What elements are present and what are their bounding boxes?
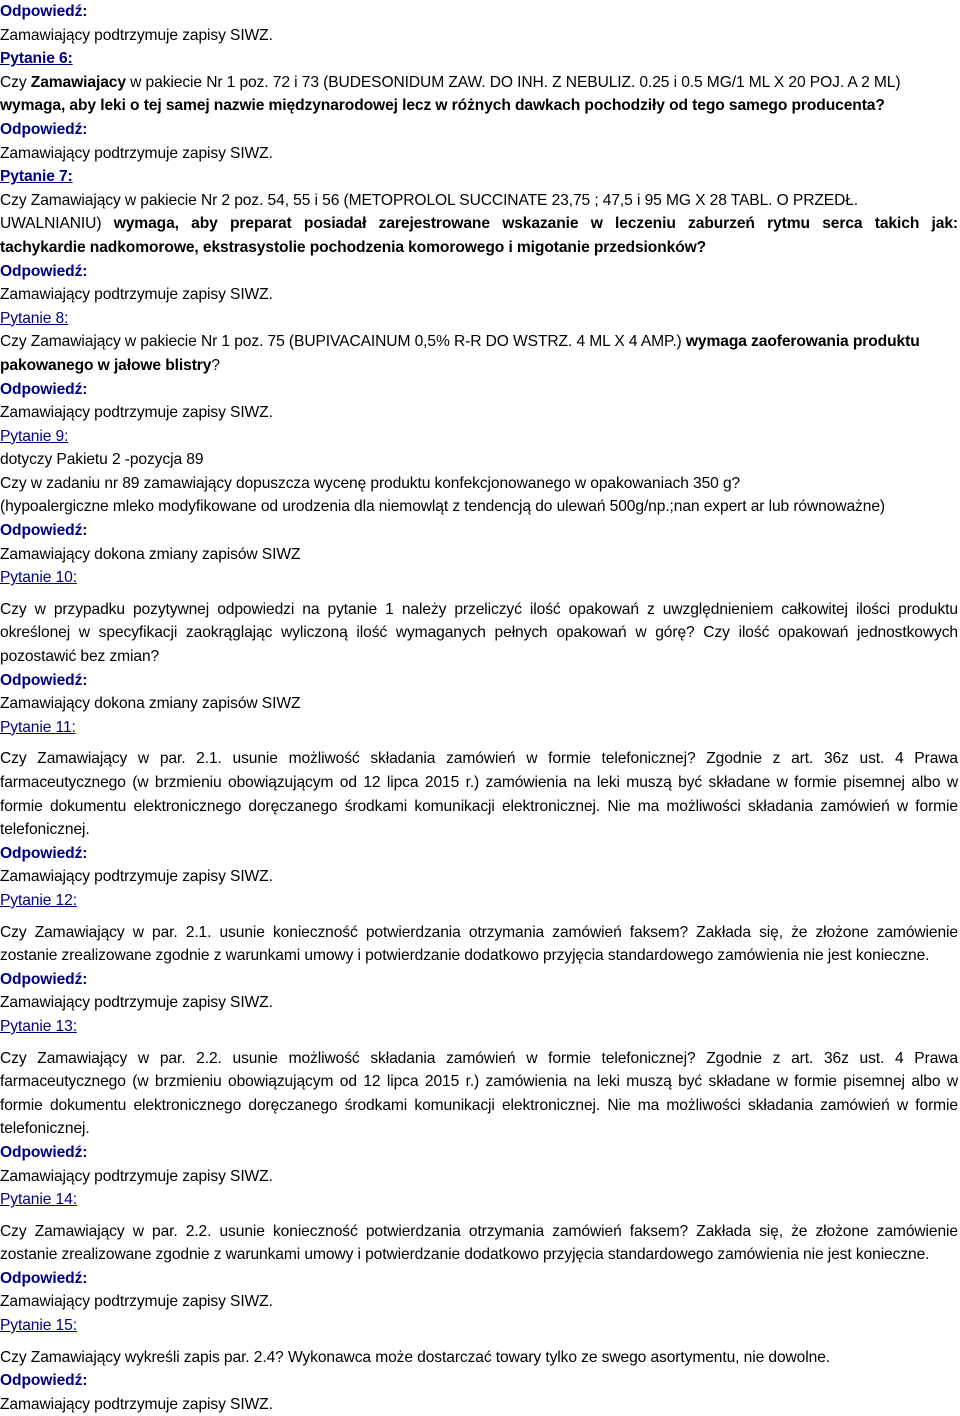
- answer-label: Odpowiedź:: [0, 3, 88, 20]
- answer-label: Odpowiedź:: [0, 522, 88, 540]
- answer-text: Zamawiający dokona zmiany zapisów SIWZ: [0, 695, 301, 713]
- answer-label: Odpowiedź:: [0, 970, 88, 988]
- question-title: Pytanie 7:: [0, 168, 73, 186]
- question-text: Czy w przypadku pozytywnej odpowiedzi na pytanie 1 należy przeliczyć ilość opakowań z uwzględnieniem całkowitej ilości produktu określonej w specyfikacji zaokrąglając wyliczoną ilość wymaganych pełnych opakowań w górę? Czy ilość opakowań jednostkowych pozostawić bez zmian?: [0, 600, 958, 666]
- question-title: Pytanie 11:: [0, 718, 76, 736]
- question-title: Pytanie 15:: [0, 1317, 77, 1335]
- question-text: dotyczy Pakietu 2 -pozycja 89: [0, 451, 204, 469]
- question-title: Pytanie 8:: [0, 309, 69, 327]
- answer-text: Zamawiający podtrzymuje zapisy SIWZ.: [0, 404, 273, 422]
- answer-text: Zamawiający podtrzymuje zapisy SIWZ.: [0, 1293, 273, 1311]
- answer-text: Zamawiający podtrzymuje zapisy SIWZ.: [0, 286, 273, 304]
- question-text: Czy Zamawiający w par. 2.2. usunie możliwość składania zamówień w formie telefonicznej? Zgodnie z art. 36z ust. 4 Prawa farmaceutycznego (w brzmieniu obowiązującym od 12 lipca 2015 r.) zamówienia na leki muszą być składane w formie pisemnej albo w formie dokumentu elektronicznego doręczanego środkami komunikacji elektronicznej. Nie ma możliwości składania zamówień w formie telefonicznej.: [0, 1049, 958, 1138]
- question-text: Czy w zadaniu nr 89 zamawiający dopuszcza wycenę produktu konfekcjonowanego w opakowaniach 350 g?: [0, 474, 741, 492]
- question-text: Czy Zamawiający wykreśli zapis par. 2.4? Wykonawca może dostarczać towary tylko ze swego asortymentu, nie dowolne.: [0, 1348, 831, 1366]
- question-title: Pytanie 9:: [0, 427, 69, 445]
- question-title: Pytanie 14:: [0, 1191, 77, 1209]
- answer-label: Odpowiedź:: [0, 262, 88, 280]
- answer-text: Zamawiający podtrzymuje zapisy SIWZ.: [0, 1167, 273, 1185]
- question-title: Pytanie 6:: [0, 50, 73, 68]
- answer-label: Odpowiedź:: [0, 380, 88, 398]
- answer-text: Zamawiający podtrzymuje zapisy SIWZ.: [0, 144, 273, 162]
- answer-text: Zamawiający podtrzymuje zapisy SIWZ.: [0, 1395, 273, 1413]
- question-text: UWALNIANIU) wymaga, aby preparat posiadał zarejestrowane wskazanie w leczeniu zaburzeń rytmu serca takich jak:: [0, 215, 958, 233]
- answer-text: Zamawiający podtrzymuje zapisy SIWZ.: [0, 868, 273, 886]
- answer-label: Odpowiedź:: [0, 671, 88, 689]
- question-title: Pytanie 13:: [0, 1017, 77, 1035]
- question-text: Czy Zamawiajacy w pakiecie Nr 1 poz. 72 i 73 (BUDESONIDUM ZAW. DO INH. Z NEBULIZ. 0.25 i 0.5 MG/1 ML X 20 POJ. A 2 ML): [0, 73, 901, 91]
- question-title: Pytanie 10:: [0, 569, 77, 587]
- question-text: Czy Zamawiający w par. 2.1. usunie możliwość składania zamówień w formie telefonicznej? Zgodnie z art. 36z ust. 4 Prawa farmaceutycznego (w brzmieniu obowiązującym od 12 lipca 2015 r.) zamówienia na leki muszą być składane w formie pisemnej albo w formie dokumentu elektronicznego doręczanego środkami komunikacji elektronicznej. Nie ma możliwości składania zamówień w formie telefonicznej.: [0, 750, 958, 839]
- answer-label: Odpowiedź:: [0, 1143, 88, 1161]
- question-text: Czy Zamawiający w pakiecie Nr 2 poz. 54, 55 i 56 (METOPROLOL SUCCINATE 23,75 ; 47,5 i 95 MG X 28 TABL. O PRZEDŁ.: [0, 191, 859, 209]
- question-text: (hypoalergiczne mleko modyfikowane od urodzenia dla niemowląt z tendencją do ulewań 500g/np.;nan expert ar lub równoważne): [0, 498, 885, 516]
- answer-text: Zamawiający podtrzymuje zapisy SIWZ.: [0, 994, 273, 1012]
- question-text: Czy Zamawiający w pakiecie Nr 1 poz. 75 (BUPIVACAINUM 0,5% R-R DO WSTRZ. 4 ML X 4 AMP.) wymaga zaoferowania produktu: [0, 333, 920, 351]
- answer-label: Odpowiedź:: [0, 844, 88, 862]
- question-text: wymaga, aby leki o tej samej nazwie międzynarodowej lecz w różnych dawkach pochodziły od tego samego producenta?: [0, 97, 885, 115]
- answer-label: Odpowiedź:: [0, 1269, 88, 1287]
- question-text: Czy Zamawiający w par. 2.2. usunie konieczność potwierdzania otrzymania zamówień faksem? Zakłada się, że złożone zamówienie zostanie zrealizowane zgodnie z warunkami umowy i potwierdzanie dodatkowo przyjęcia standardowego zamówienia nie jest konieczne.: [0, 1222, 958, 1264]
- question-title: Pytanie 12:: [0, 891, 77, 909]
- question-text: tachykardie nadkomorowe, ekstrasystolie pochodzenia komorowego i migotanie przedsionków?: [0, 238, 707, 256]
- answer-text: Zamawiający podtrzymuje zapisy SIWZ.: [0, 26, 273, 44]
- question-text: pakowanego w jałowe blistry?: [0, 356, 220, 374]
- answer-label: Odpowiedź:: [0, 120, 88, 138]
- answer-text: Zamawiający dokona zmiany zapisów SIWZ: [0, 545, 301, 563]
- answer-label: Odpowiedź:: [0, 1372, 88, 1390]
- question-text: Czy Zamawiający w par. 2.1. usunie konieczność potwierdzania otrzymania zamówień faksem? Zakłada się, że złożone zamówienie zostanie zrealizowane zgodnie z warunkami umowy i potwierdzanie dodatkowo przyjęcia standardowego zamówienia nie jest konieczne.: [0, 923, 958, 965]
